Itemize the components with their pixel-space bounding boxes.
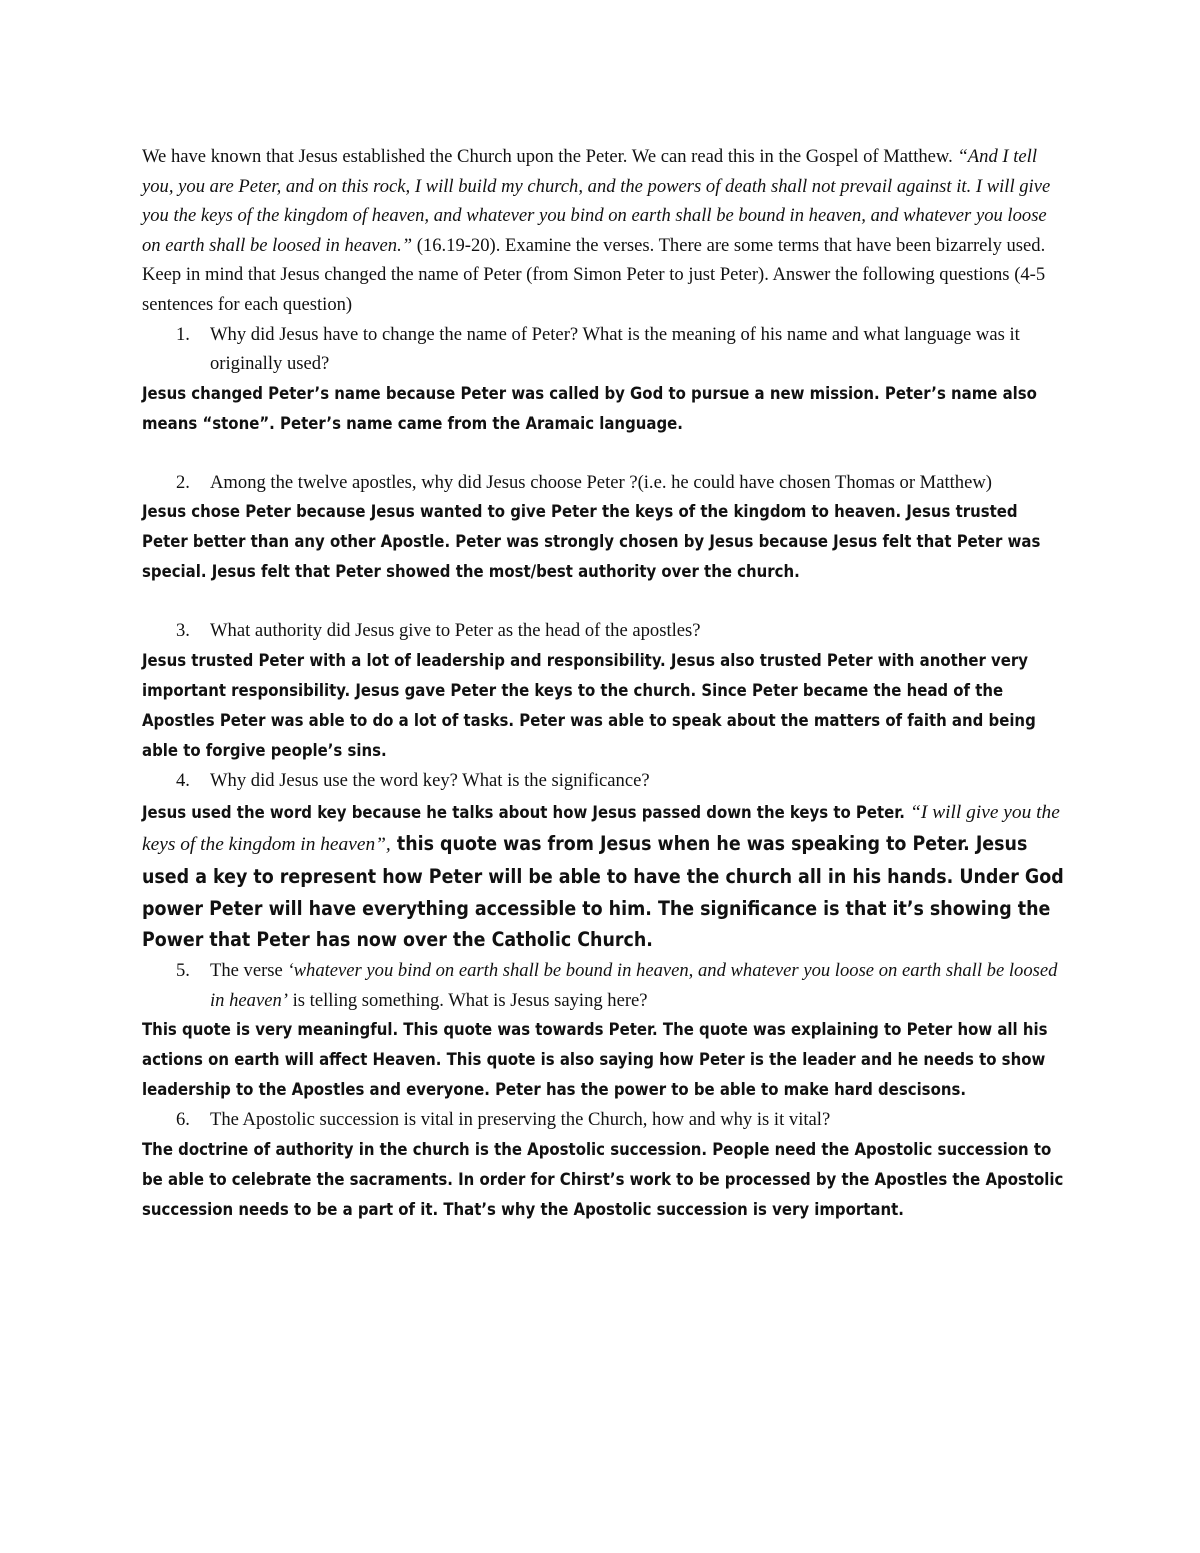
question-number: 4. xyxy=(176,769,190,791)
question-number: 1. xyxy=(176,323,190,345)
question-text-lead: The verse xyxy=(210,960,288,982)
answer-tail: this quote was from Jesus when he was speaking to Peter. Jesus used a key to represent how Peter will be able to have the church all in his hands. Under God power Peter will have everything accessible to him. The significance is that it’s showing the Power that Peter has now over the Catholic Church. xyxy=(142,832,1064,952)
question-number: 5. xyxy=(176,960,190,982)
question-3 xyxy=(142,616,1067,646)
question-text: Why did Jesus have to change the name of Peter? What is the meaning of his name and what language was it originally used? xyxy=(210,323,1020,375)
answer-lead: Jesus used the word key because he talks about how Jesus passed down the keys to Peter. xyxy=(142,802,911,822)
question-text: Among the twelve apostles, why did Jesus choose Peter ?(i.e. he could have chosen Thomas or Matthew) xyxy=(210,471,992,493)
question-number: 6. xyxy=(176,1109,190,1131)
question-1 xyxy=(142,320,1067,379)
spacer xyxy=(142,439,1067,468)
answer-5: This quote is very meaningful. This quote was towards Peter. The quote was explaining to Peter how all his actions on earth will affect Heaven. This quote is also saying how Peter is the leader and he needs to show leadership to the Apostles and everyone. Peter has the power to be able to make hard descisons. xyxy=(142,1020,1048,1100)
answer-quote: “I will give you the keys of the kingdom in heaven”, xyxy=(142,801,1060,856)
question-text: What authority did Jesus give to Peter as the head of the apostles? xyxy=(210,620,701,642)
spacer xyxy=(142,587,1067,616)
answer-6: The doctrine of authority in the church is the Apostolic succession. People need the Apostolic succession to be able to celebrate the sacraments. In order for Chirst’s work to be processed by the Apostles the Apostolic succession needs to be a part of it. That’s why the Apostolic succession is very important. xyxy=(142,1139,1064,1219)
question-text-quote: ‘whatever you bind on earth shall be bound in heaven, and whatever you loose on earth shall be loosed in heaven’ xyxy=(210,960,1058,1011)
intro-paragraph xyxy=(142,142,1067,320)
answer-1: Jesus changed Peter’s name because Peter was called by God to pursue a new mission. Peter’s name also means “stone”. Peter’s name came from the Aramaic language. xyxy=(142,383,1037,433)
question-number: 3. xyxy=(176,620,190,642)
question-text-tail: is telling something. What is Jesus saying here? xyxy=(287,989,648,1011)
question-2 xyxy=(142,468,1067,498)
question-number: 2. xyxy=(176,471,190,493)
question-4 xyxy=(142,766,1067,796)
question-6 xyxy=(142,1105,1067,1135)
answer-3: Jesus trusted Peter with a lot of leadership and responsibility. Jesus also trusted Peter with another very important responsibility. Jesus gave Peter the keys to the church. Since Peter became the head of the Apostles Peter was able to do a lot of tasks. Peter was able to speak about the matters of faith and being able to forgive people’s sins. xyxy=(142,650,1036,760)
question-5 xyxy=(142,956,1067,1015)
intro-tail: (16.19-20). Examine the verses. There are some terms that have been bizarrely used. Keep in mind that Jesus changed the name of Peter (from Simon Peter to just Peter). Answer the following questions (4-5 sentences for each question) xyxy=(142,234,1046,315)
question-text: The Apostolic succession is vital in preserving the Church, how and why is it vital? xyxy=(210,1109,831,1131)
question-text: Why did Jesus use the word key? What is the significance? xyxy=(210,769,650,791)
intro-quote: “And I tell you, you are Peter, and on this rock, I will build my church, and the powers of death shall not prevail against it. I will give you the keys of the kingdom of heaven, and whatever you bind on earth shall be bound in heaven, and whatever you loose on earth shall be loosed in heaven.” xyxy=(142,146,1051,256)
answer-4 xyxy=(142,796,1067,957)
answer-2: Jesus chose Peter because Jesus wanted to give Peter the keys of the kingdom to heaven. Jesus trusted Peter better than any other Apostle. Peter was strongly chosen by Jesus because Jesus felt that Peter was special. Jesus felt that Peter showed the most/best authority over the church. xyxy=(142,502,1041,582)
document-page xyxy=(142,142,1067,1225)
intro-lead: We have known that Jesus established the Church upon the Peter. We can read this in the Gospel of Matthew. xyxy=(142,146,958,167)
